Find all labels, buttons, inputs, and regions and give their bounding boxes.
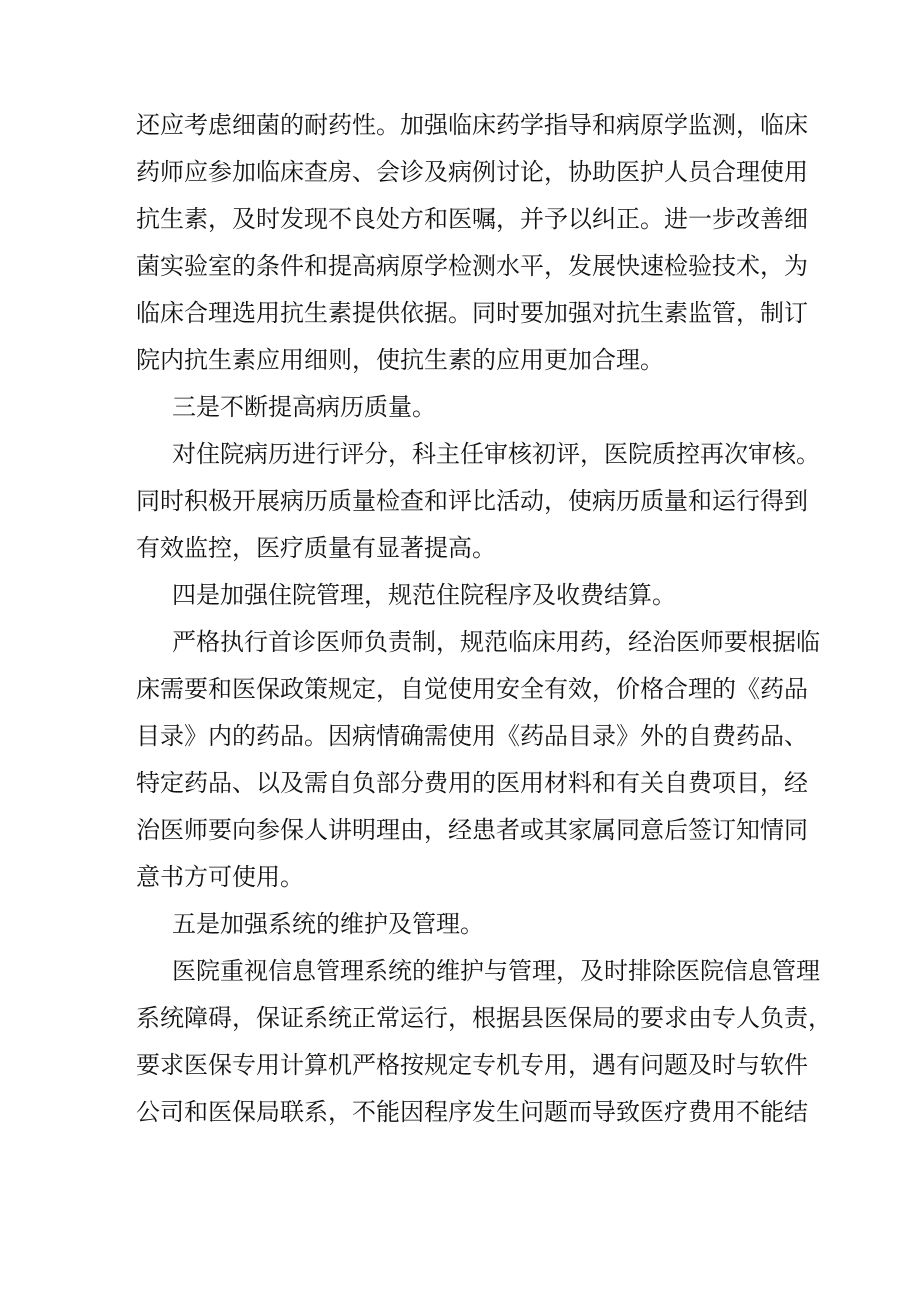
paragraph-line: 公司和医保局联系，不能因程序发生问题而导致医疗费用不能结 — [136, 1098, 808, 1126]
section-heading: 五是加强系统的维护及管理。 — [172, 910, 484, 938]
paragraph-line: 还应考虑细菌的耐药性。加强临床药学指导和病原学监测，临床 — [136, 111, 808, 139]
paragraph-line: 药师应参加临床查房、会诊及病例讨论，协助医护人员合理使用 — [136, 158, 808, 186]
paragraph-line: 意书方可使用。 — [136, 863, 304, 891]
paragraph-line: 同时积极开展病历质量检查和评比活动，使病历质量和运行得到 — [136, 487, 808, 515]
paragraph-line: 有效监控，医疗质量有显著提高。 — [136, 534, 496, 562]
section-heading: 四是加强住院管理，规范住院程序及收费结算。 — [172, 581, 676, 609]
paragraph-line: 床需要和医保政策规定，自觉使用安全有效，价格合理的《药品 — [136, 675, 808, 703]
paragraph-line: 目录》内的药品。因病情确需使用《药品目录》外的自费药品、 — [136, 722, 808, 750]
paragraph-line: 临床合理选用抗生素提供依据。同时要加强对抗生素监管，制订 — [136, 299, 808, 327]
paragraph-line: 系统障碍，保证系统正常运行，根据县医保局的要求由专人负责， — [136, 1004, 832, 1032]
paragraph-line: 治医师要向参保人讲明理由，经患者或其家属同意后签订知情同 — [136, 816, 808, 844]
paragraph-line: 菌实验室的条件和提高病原学检测水平，发展快速检验技术，为 — [136, 252, 808, 280]
paragraph-line: 严格执行首诊医师负责制，规范临床用药，经治医师要根据临 — [172, 628, 820, 656]
paragraph-line: 医院重视信息管理系统的维护与管理，及时排除医院信息管理 — [172, 957, 820, 985]
paragraph-line: 对住院病历进行评分，科主任审核初评，医院质控再次审核。 — [172, 440, 820, 468]
paragraph-line: 院内抗生素应用细则，使抗生素的应用更加合理。 — [136, 346, 664, 374]
section-heading: 三是不断提高病历质量。 — [172, 393, 436, 421]
paragraph-line: 要求医保专用计算机严格按规定专机专用，遇有问题及时与软件 — [136, 1051, 808, 1079]
paragraph-line: 特定药品、以及需自负部分费用的医用材料和有关自费项目，经 — [136, 769, 808, 797]
paragraph-line: 抗生素，及时发现不良处方和医嘱，并予以纠正。进一步改善细 — [136, 205, 808, 233]
